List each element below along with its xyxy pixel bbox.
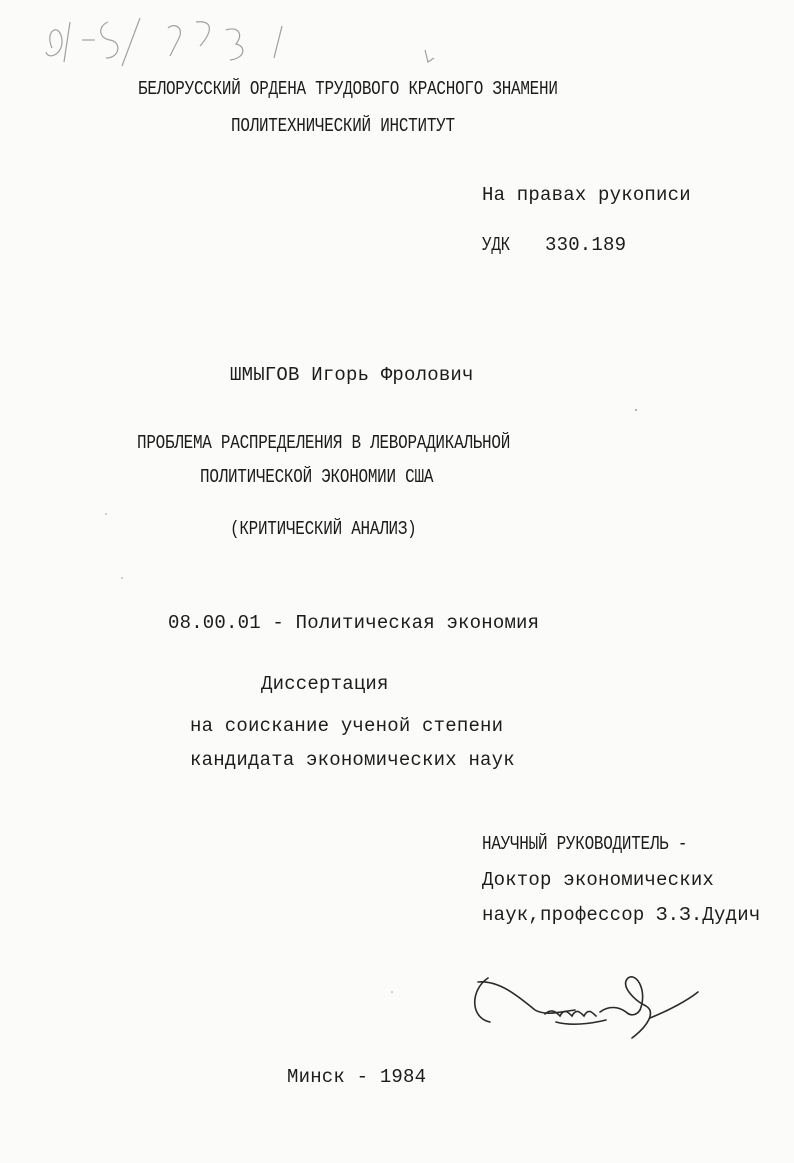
supervisor-degree: Доктор экономических xyxy=(482,869,715,891)
document-type: Диссертация xyxy=(261,673,389,695)
specialty-code: 08.00.01 - Политическая экономия xyxy=(168,612,540,634)
place-and-year: Минск - 1984 xyxy=(287,1066,427,1088)
title-line-2: ПОЛИТИЧЕСКОЙ ЭКОНОМИИ США xyxy=(200,466,434,488)
supervisor-heading: НАУЧНЫЙ РУКОВОДИТЕЛЬ - xyxy=(482,833,688,855)
degree-purpose: на соискание ученой степени xyxy=(190,715,504,737)
udk-label: УДК xyxy=(482,234,510,256)
udk-value: 330.189 xyxy=(545,234,627,256)
author-name: ШМЫГОВ Игорь Фролович xyxy=(230,364,474,386)
title-line-1: ПРОБЛЕМА РАСПРЕДЕЛЕНИЯ В ЛЕВОРАДИКАЛЬНОЙ xyxy=(137,432,511,454)
degree-field: кандидата экономических наук xyxy=(190,749,515,771)
institution-name-line-1: БЕЛОРУССКИЙ ОРДЕНА ТРУДОВОГО КРАСНОГО ЗНАМЕНИ xyxy=(138,78,558,100)
manuscript-note: На правах рукописи xyxy=(482,184,691,206)
title-subtitle: (КРИТИЧЕСКИЙ АНАЛИЗ) xyxy=(230,518,417,540)
institution-name-line-2: ПОЛИТЕХНИЧЕСКИЙ ИНСТИТУТ xyxy=(231,115,455,137)
supervisor-title-name: наук,профессор З.З.Дудич xyxy=(482,904,761,926)
